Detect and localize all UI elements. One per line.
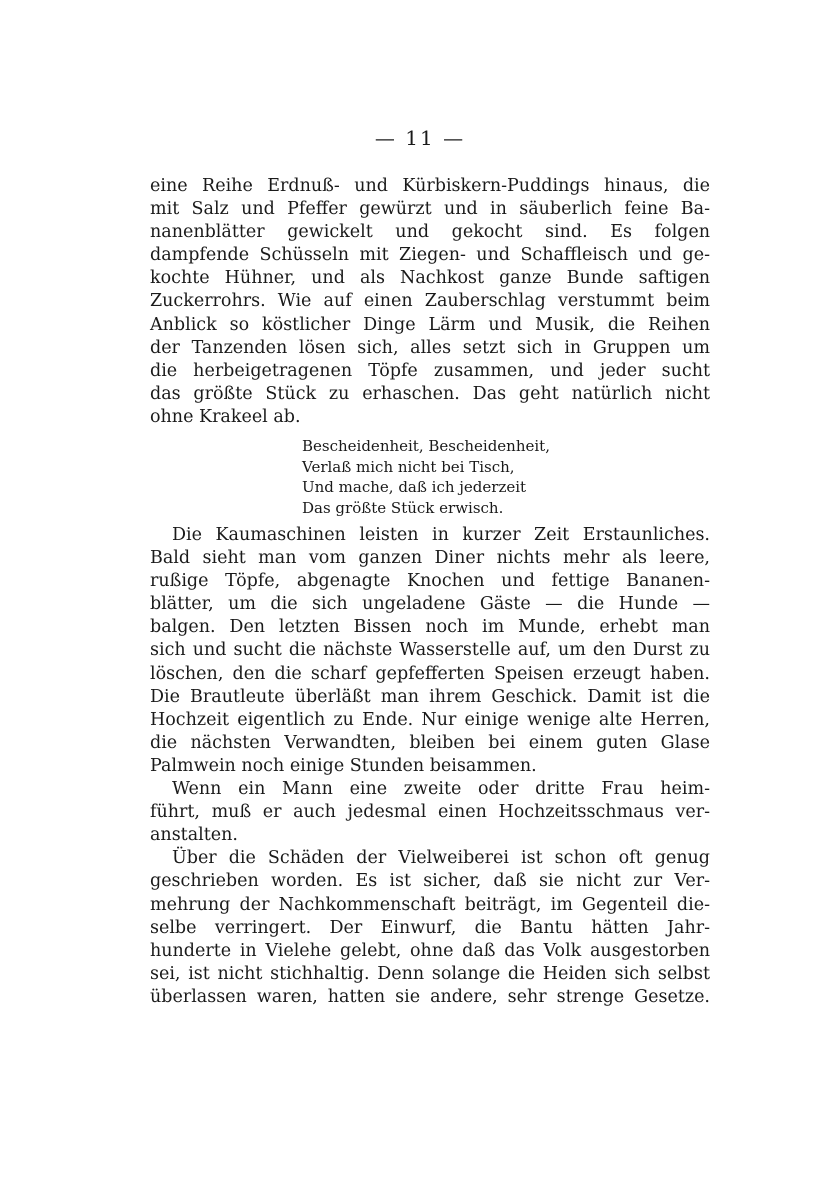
text-line: führt, muß er auch jedesmal einen Hochzeitsschmaus ver- bbox=[150, 802, 710, 823]
text-line: selbe verringert. Der Einwurf, die Bantu hätten Jahr- bbox=[150, 917, 710, 938]
text-line: geschrieben worden. Es ist sicher, daß sie nicht zur Ver- bbox=[150, 871, 710, 892]
text-line: Palmwein noch einige Stunden beisammen. bbox=[150, 755, 537, 776]
paragraph-feast-dishes bbox=[150, 175, 710, 429]
text-line: Bald sieht man vom ganzen Diner nichts mehr als leere, bbox=[150, 548, 710, 569]
text-line: Wenn ein Mann eine zweite oder dritte Frau heim- bbox=[172, 779, 710, 800]
text-line: blätter, um die sich ungeladene Gäste — die Hunde — bbox=[150, 594, 710, 615]
text-line: eine Reihe Erdnuß- und Kürbiskern-Puddings hinaus, die bbox=[150, 176, 710, 196]
text-line: Zuckerrohrs. Wie auf einen Zauberschlag verstummt beim bbox=[150, 291, 710, 312]
text-line: die herbeigetragenen Töpfe zusammen, und jeder sucht bbox=[150, 360, 710, 381]
text-line: Anblick so köstlicher Dinge Lärm und Musik, die Reihen bbox=[150, 314, 710, 335]
text-line: Die Kaumaschinen leisten in kurzer Zeit Erstaunliches. bbox=[172, 525, 710, 545]
text-line: anstalten. bbox=[150, 825, 238, 846]
poem-line: Verlaß mich nicht bei Tisch, bbox=[302, 457, 515, 476]
text-line: löschen, den die scharf gepfefferten Speisen erzeugt haben. bbox=[150, 663, 710, 684]
text-line: Hochzeit eigentlich zu Ende. Nur einige wenige alte Herren, bbox=[150, 709, 710, 730]
text-line: hunderte in Vielehe gelebt, ohne daß das Volk ausgestorben bbox=[150, 940, 710, 961]
text-line: rußige Töpfe, abgenagte Knochen und fettige Bananen- bbox=[150, 571, 710, 592]
text-line: nanenblätter gewickelt und gekocht sind. Es folgen bbox=[150, 222, 710, 243]
text-line: dampfende Schüsseln mit Ziegen- und Schaffleisch und ge- bbox=[150, 245, 710, 266]
text-line: der Tanzenden lösen sich, alles setzt sich in Gruppen um bbox=[150, 337, 710, 358]
poem-line: Bescheidenheit, Bescheidenheit, bbox=[302, 437, 550, 455]
paragraph-second-wife bbox=[150, 778, 710, 847]
poem-line: Und mache, daß ich jederzeit bbox=[302, 478, 527, 497]
text-line: Die Brautleute überläßt man ihrem Geschick. Damit ist die bbox=[150, 686, 710, 707]
text-line: ohne Krakeel ab. bbox=[150, 406, 301, 427]
text-line: mehrung der Nachkommenschaft beiträgt, im Gegenteil die- bbox=[150, 894, 710, 915]
page-number: — 11 — bbox=[374, 126, 466, 150]
text-line: kochte Hühner, und als Nachkost ganze Bunde saftigen bbox=[150, 268, 710, 289]
body-text bbox=[150, 524, 710, 1009]
poem-line: Das größte Stück erwisch. bbox=[302, 498, 504, 517]
text-line: sich und sucht die nächste Wasserstelle auf, um den Durst zu bbox=[150, 640, 710, 661]
text-line: Über die Schäden der Vielweiberei ist schon oft genug bbox=[172, 848, 710, 869]
text-line: balgen. Den letzten Bissen noch im Munde, erhebt man bbox=[150, 617, 710, 638]
text-line: die nächsten Verwandten, bleiben bei einem guten Glase bbox=[150, 732, 710, 753]
paragraph-aftermath bbox=[150, 524, 710, 778]
poem-verse bbox=[302, 436, 602, 518]
text-line: das größte Stück zu erhaschen. Das geht natürlich nicht bbox=[150, 383, 710, 404]
paragraph-polygamy bbox=[150, 847, 710, 1009]
text-line: mit Salz und Pfeffer gewürzt und in säuberlich feine Ba- bbox=[150, 199, 710, 220]
text-line: sei, ist nicht stichhaltig. Denn solange die Heiden sich selbst bbox=[150, 963, 710, 984]
text-line: überlassen waren, hatten sie andere, sehr strenge Gesetze. bbox=[150, 986, 710, 1007]
